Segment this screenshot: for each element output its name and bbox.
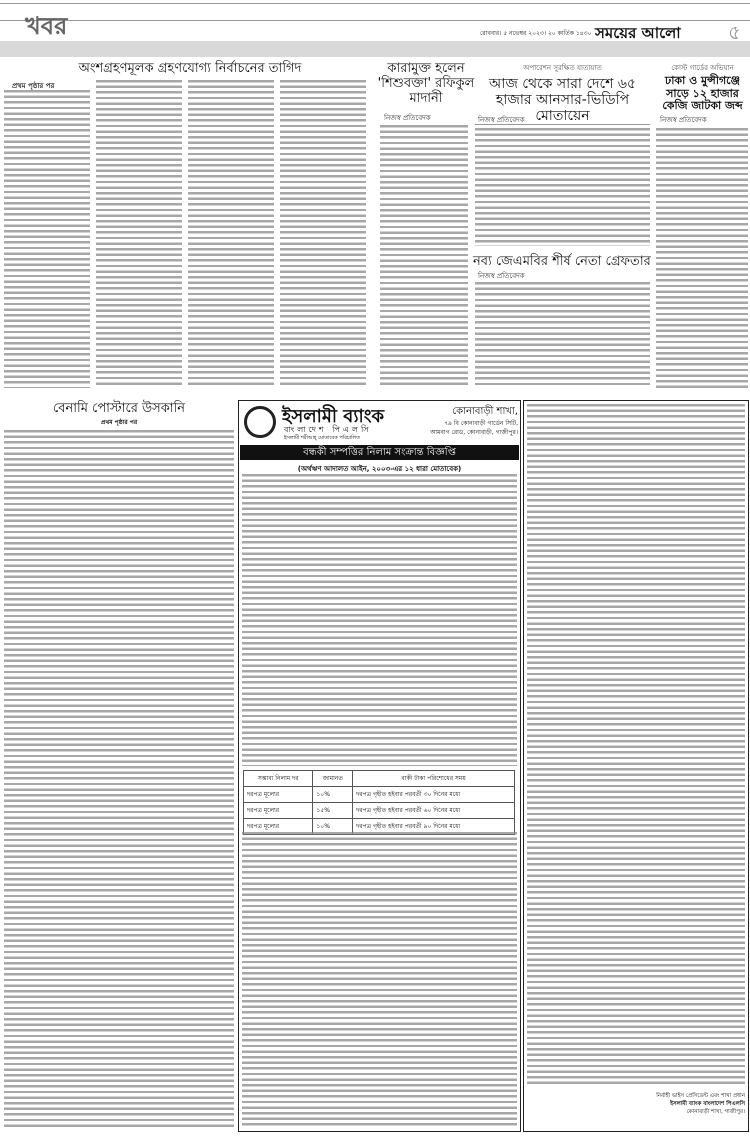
jatka-headline: ঢাকা ও মুন্সীগঞ্জে সাড়ে ১২ হাজার কেজি জাটকা জব্দ <box>662 74 743 113</box>
table-cell: দরপত্র গৃহীত হইবার পরবর্তী ৩০ দিনের মধ্যে <box>353 787 515 803</box>
ad-title: বন্ধকী সম্পত্তির নিলাম সংক্রান্ত বিজ্ঞপ্তি <box>240 445 519 460</box>
main-body-col4 <box>280 80 366 388</box>
jatka-byline: নিজস্ব প্রতিবেদক <box>660 116 707 124</box>
table-header: জামানত <box>313 771 353 787</box>
jmb-byline: নিজস্ব প্রতিবেদক <box>478 272 525 280</box>
jmb-headline: নব্য জেএমবির শীর্ষ নেতা গ্রেফতার <box>473 254 651 269</box>
paper-name: সময়ের আলো <box>595 24 681 42</box>
poster-body <box>4 430 234 1130</box>
ad-signature <box>540 1092 745 1116</box>
main-body-col1 <box>4 90 90 388</box>
ansar-body <box>475 128 650 246</box>
section-title: খবর <box>25 12 68 40</box>
table-cell: ১০% <box>313 819 353 835</box>
ansar-headline: আজ থেকে সারা দেশে ৬৫ হাজার আনসার-ভিডিপি মোতায়েন <box>488 76 637 125</box>
table-row <box>244 803 515 819</box>
ad-body-top <box>242 474 517 766</box>
jatka-body <box>656 128 748 388</box>
table-row <box>244 787 515 803</box>
branch-address-1: ৭৯ বি কোনাবাড়ী গার্ডেন সিটি, <box>444 420 518 427</box>
main-body-col3 <box>188 80 274 388</box>
signature-branch: কোনাবাড়ী শাখা, গাজীপুর। <box>686 1109 745 1115</box>
ansar-kicker: অপারেশন সুরক্ষিত যাতায়াত <box>523 64 602 72</box>
table-cell: দরপত্র মূল্যের <box>244 803 313 819</box>
ad-body-bottom <box>242 832 517 1128</box>
madani-headline: কারামুক্ত হলেন 'শিশুবক্তা' রফিকুল মাদানী <box>377 61 475 106</box>
top-rule <box>0 3 750 4</box>
branch-name: কোনাবাড়ী শাখা, <box>452 406 518 417</box>
branch-address-2: আমবাগ রোড, কোনাবাড়ী, গাজীপুর। <box>430 429 518 436</box>
signature-title: নির্বাহী ভাইস প্রেসিডেন্ট এবং শাখা প্রধান <box>656 1093 745 1099</box>
poster-headline: বেনামি পোস্টারে উসকানি <box>52 401 186 416</box>
bank-name: ইসলামী ব্যাংক <box>282 406 385 427</box>
main-body-col2 <box>96 80 182 388</box>
madani-byline: নিজস্ব প্রতিবেদক <box>384 114 431 122</box>
table-header: সম্ভাব্য নিলাম দর <box>244 771 313 787</box>
jmb-body <box>475 282 650 388</box>
main-headline: অংশগ্রহণমূলক গ্রহণযোগ্য নির্বাচনের তাগিদ <box>78 61 302 76</box>
bank-tag: ইসলামী শরীআহ্ মোতাবেক পরিচালিত <box>284 435 361 441</box>
bid-terms-table <box>243 770 515 835</box>
table-cell: দরপত্র মূল্যের <box>244 819 313 835</box>
madani-body <box>380 125 468 388</box>
main-kicker: প্রথম পৃষ্ঠার পর <box>12 82 55 90</box>
table-cell: ১০% <box>313 787 353 803</box>
poster-kicker: প্রথম পৃষ্ঠার পর <box>100 419 138 426</box>
signature-bank: ইসলামী ব্যাংক বাংলাদেশ পিএলসি <box>670 1101 745 1107</box>
bank-logo-icon <box>244 406 276 438</box>
issue-date: রোববার। ৫ নভেম্বর ২০২৩। ২০ কার্তিক ১৪৩০ <box>480 30 592 37</box>
jatka-kicker: কোস্ট গার্ডের অভিযান <box>671 64 734 72</box>
table-cell: দরপত্র গৃহীত হইবার পরবর্তী ৯০ দিনের মধ্যে <box>353 819 515 835</box>
table-header: বাকী টাকা পরিশোধের সময় <box>353 771 515 787</box>
table-cell: ১৫% <box>313 803 353 819</box>
ad-subtitle: (অর্থঋণ আদালত আইন, ২০০৩-এর ১২ ধারা মোতাবেক) <box>297 465 462 473</box>
table-cell: দরপত্র মূল্যের <box>244 787 313 803</box>
table-cell: দরপত্র গৃহীত হইবার পরবর্তী ৬০ দিনের মধ্যে <box>353 803 515 819</box>
ansar-byline: নিজস্ব প্রতিবেদক <box>478 116 525 124</box>
page-number: ৫ <box>728 20 741 44</box>
auction-listing-body <box>527 404 745 1084</box>
bank-sub: বাংলাদেশ পিএলসি <box>284 425 372 434</box>
header-rule <box>0 20 750 21</box>
divider <box>475 124 650 125</box>
